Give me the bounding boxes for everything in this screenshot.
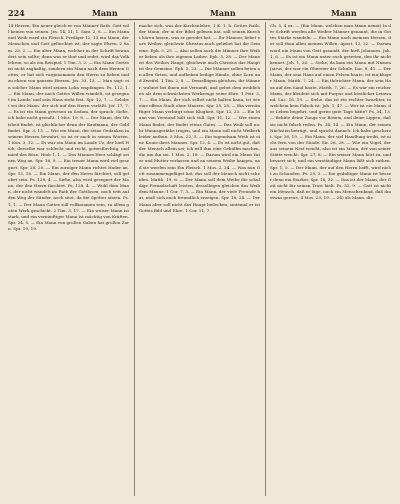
text-column-left: 14 Herren; Ein neuer gleich er von Männer Rath. Gott will keinen von seinen. Jes. 14, 11; 1. Sam. 2, 8. — Ein Mann und Weib ward ein Fleisch. Prediger 12, 13 ein Mann, der Menschen und Gott gefürchtet ist, der sagte Ehren. 2 Sam. 23, 2. — Ein alter Mann, welcher in der Schrift bewandert sein sollte; denn was er thut und redet, wird das Volk lehren, so als ein Beispiel. 1 Tim. 3, 2. — Ein Mann Gottes ist nicht zaghaftig, sondern ein Mann nach dem Herzen Gottes; er hat sich vorgenommen den Herrn zu lieben und zu ehren von ganzem Herzen. Jes. 33, 15. — Man sagt: ein solcher Mann wird seinen Lohn empfangen. Ps. 112, 1. — Ein Mann, der nach Gottes Willen wandelt, ist gesegnet im Lande, und sein Haus steht fest. Spr. 12, 7. — Gelobet sei der Mann, der sich auf den Herrn verläßt. Jer. 17, 7. — Es ist ein Mann gewesen zu Sodom, der sprach: Siehe, ich habe nicht gewußt. 1 Mos. 19, 8. — Der Mann, der Weisheit findet, ist glücklicher denn der Kaufmann, der Gold findet. Spr. 3, 13. — Wie ein Mann, der seine Gedanken in seinem Herzen bewahrt, so ist er auch in seinen Worten. 1 Kön. 3, 12. — Es war ein Mann im Lande Uz, der hieß Hiob; derselbe war schlecht und recht, gottesfürchtig, und mied das Böse. Hiob 1, 1. — Des Mannes Herz schlägt seinen Weg an. Spr. 16, 9. — Ein treuer Mann wird viel gesegnet. Spr. 28, 20. — Ein zorniger Mann richtet Hader an. Spr. 15, 18. — Ein Mann, der den Herrn fürchtet, soll gelobet sein. Ps. 128, 4. — Siehe, also wird gesegnet der Mann, der den Herrn fürchtet. Ps. 128, 4. — Wohl dem Mann, der nicht wandelt im Rath der Gottlosen, noch tritt auf den Weg der Sünder, noch sitzt, da die Spötter sitzen. Ps. 1, 1. — Der Mann Gottes soll vollkommen sein, zu allem guten Werk geschickt. 2 Tim. 3, 17. — Ein weiser Mann ist stark, und ein vernünftiger Mann ist mächtig von Kräften. Spr. 24, 5. — Ein Mann von großen Gaben hat großen Zorn. Spr. 19, 19. [8,23,129,232]
text-column-right: Ch. 5, 4 ex. — (Ein Mann, welchen man Mann nennt) In der Schrift werden alle Weiber Männer genannt, die in Gottes Stärke wandeln. — Ein Mann nach meinem Herzen, der soll thun allen meinen Willen. Apost. 13, 22. — Darum ward ein Mann von Gott gesandt, der hieß Johannes. Joh. 1, 6. — Es ist ein Mann unter euch getreten, den ihr nicht kennet. Joh. 1, 26. — Siehe, da kam ein Mann mit Namen Jairus, der war ein Oberster der Schule. Luc. 8, 41. — Der Mann, der sein Haus auf einen Felsen baute, ist ein kluger Mann. Matth. 7, 24. — Ein thörichter Mann, der sein Haus auf den Sand baute. Matth. 7, 26. — Es war ein reicher Mann, der kleidete sich mit Purpur und köstlicher Leinwand. Luc. 16, 19. — Siehe, das ist ein rechter Israeliter, in welchem kein Falsch ist. Joh. 1, 47. — Wer ist ein Mann, der Leben begehrt, und gerne gute Tage hätte? Ps. 34, 13. — Behüte deine Zunge vor Bösem, und deine Lippen, daß sie nicht falsch reden. Ps. 34, 14. — Ein Mann, der seinen Nächsten betrügt, und spricht danach: Ich habe gescherzt. Spr. 26, 19. — Ein Mann, der viel Handlung treibt, ist nicht fern von der Sünde. Sir. 26, 28. — Wie ein Vogel, der aus seinem Nest weicht, also ist ein Mann, der von seiner Stätte weicht. Spr. 27, 8. — Ein weiser Mann hört zu, und bessert sich; und ein verständiger Mann läßt sich rathen. Spr. 1, 5. — Der Mann, der auf den Herrn hofft, wird nicht zu Schanden. Ps. 25, 3. — Ein gedultiger Mann ist besser denn ein Starker. Spr. 16, 32. — Das ist der Mann, der Gott nicht für seinen Trost hielt. Ps. 52, 9. — Gott ist nicht ein Mensch, daß er lüge, noch ein Menschenkind, daß ihn etwas gereue. 4 Mos. 23, 19. — 24) als Mann, die [270,23,391,201]
page [8,6,392,498]
text-column-middle: mache sich, was der Kirchenlehre, 1 K. 1. b. Gottes Rath, der Mann, der in der Bibel gelesen hat, soll seinen Knecht hören lassen, was er geredet hat. — Ihr Männer, liebet eure Weiber, gleichwie Christus auch geliebet hat die Gemeine. Eph. 5, 25. — Also sollen auch die Männer ihre Weiber lieben als ihre eigenen Leiber. Eph. 5, 28. — Der Mann ist des Weibes Haupt, gleichwie auch Christus das Haupt ist der Gemeine. Eph. 5, 23. — Die Männer sollen beten an allen Orten, und aufheben heilige Hände, ohne Zorn und Zweifel. 1 Tim. 2, 8. — Desselbigen gleichen, ihr Männer, wohnet bei ihnen mit Vernunft, und gebet dem weiblichen als dem schwächsten Werkzeuge seine Ehre. 1 Petr. 3, 7. — Ein Mann, der sich selbst nicht halten kann, ist wie eine offene Stadt ohne Mauern. Spr. 25, 28. — Ein vernünftiger Mann verbirgt seine Klugheit. Spr. 12, 23. — Ein Mann von Verstand hält sich still. Spr. 11, 12. — Wer einen Mann findet, der findet etwas Gutes. — Das Weib soll nicht Mannsgeräthe tragen, und ein Mann soll nicht Weiberkleider anthun. 5 Mos. 22, 5. — Ein tugendsam Weib ist eine Krone ihres Mannes. Spr. 12, 4. — Es ist nicht gut, daß der Mensch allein sei; ich will ihm eine Gehülfin machen, die um ihn sei. 1 Mos. 2, 18. — Darum wird ein Mann Vater und Mutter verlassen und an seinem Weibe hangen, und sie werden sein Ein Fleisch. 1 Mos. 2, 24. — Was nun Gott zusammengefüget hat, das soll der Mensch nicht scheiden. Matth. 19, 6. — Der Mann soll dem Weibe die schuldige Freundschaft leisten, desselbigen gleichen das Weib dem Manne. 1 Cor. 7, 3. — Ein Mann, der viele Freunde hat, muß sich auch freundlich erzeigen. Spr. 18, 24. — Der Mann aber soll nicht das Haupt bedecken, sintemal er ist Gottes Bild und Ehre. 1 Cor. 11, 7. [139,23,260,213]
page-header [8,6,392,20]
running-head-left: Mann [92,8,118,18]
column-divider [265,22,266,496]
column-divider [134,22,135,496]
header-rule [8,19,392,20]
running-head-right: Mann [331,8,357,18]
page-number: 224 [8,8,25,18]
running-head-center: Mann [210,8,236,18]
